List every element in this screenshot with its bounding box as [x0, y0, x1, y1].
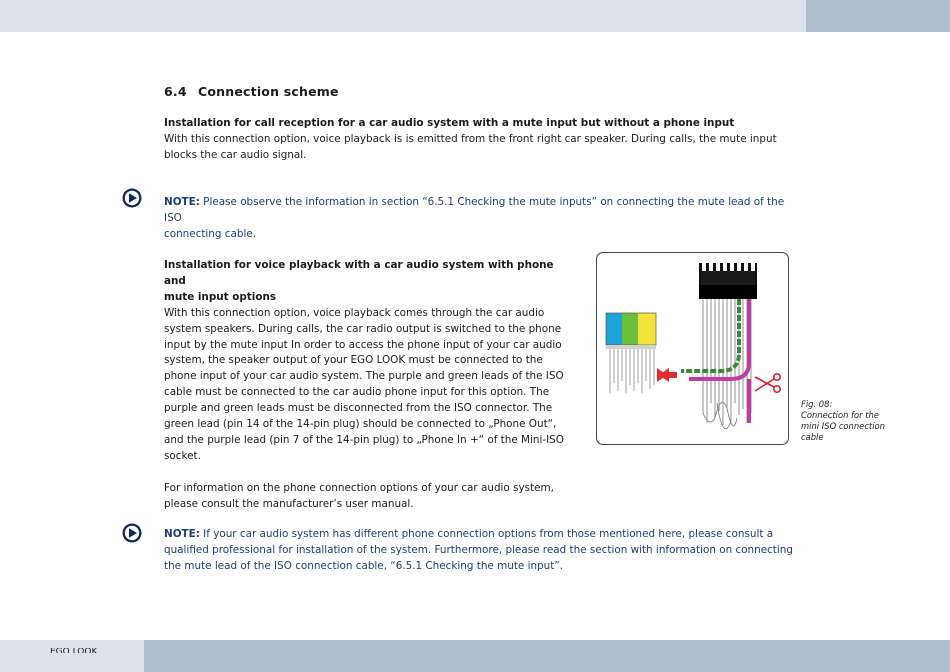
block2-heading-line: Installation for voice playback with a car audio system with phone and — [164, 259, 554, 287]
arrow-right-circle-icon — [122, 523, 142, 543]
note2-line: qualified professional for installation of the system. Furthermore, please read the section with information on connecting — [164, 543, 793, 556]
block2-heading-line: mute input options — [164, 290, 277, 303]
connector-blue — [606, 313, 622, 345]
note-phone-options — [164, 527, 814, 575]
figure-caption-line: Fig. 08: — [801, 399, 833, 409]
section-title — [164, 84, 339, 99]
note2-line: the mute lead of the ISO connection cable, “6.5.1 Checking the mute input”. — [164, 559, 564, 572]
section-number: 6.4 — [164, 84, 187, 99]
arrow-right-circle-icon — [122, 188, 142, 208]
bottom-bar-left — [0, 640, 144, 672]
block1-line: blocks the car audio signal. — [164, 148, 307, 161]
block1-line: With this connection option, voice playback is is emitted from the front right car speaker. During calls, the mute input — [164, 132, 777, 145]
block2-line: phone input of your car audio system. The purple and green leads of the ISO — [164, 370, 564, 383]
section-title-text: Connection scheme — [198, 84, 339, 99]
figure-caption-line: mini ISO connection — [801, 421, 885, 431]
right-arrow-icon — [657, 368, 667, 382]
connector-wires — [610, 349, 654, 393]
figure-connection-diagram — [596, 252, 789, 445]
figure-caption-line: Connection for the — [801, 410, 879, 420]
note1-line: connecting cable. — [164, 227, 257, 240]
block2-line: green lead (pin 14 of the 14-pin plug) should be connected to „Phone Out“, — [164, 418, 557, 431]
note1-label: NOTE: — [164, 196, 200, 208]
block2-line: system speakers. During calls, the car radio output is switched to the phone — [164, 322, 562, 335]
block2-line: input by the mute input In order to access the phone input of your car audio — [164, 338, 562, 351]
footer-text: EGO LOOK — [50, 648, 98, 653]
figure-caption — [801, 399, 891, 443]
block2-extra-line: For information on the phone connection options of your car audio system, — [164, 481, 554, 494]
wire-bundle — [703, 299, 751, 429]
block2-line: purple and green leads must be disconnected from the ISO connector. The — [164, 402, 553, 415]
figure-caption-line: cable — [801, 432, 824, 442]
block2-line: and the purple lead (pin 7 of the 14-pin plug) to „Phone In +“ of the Mini-ISO — [164, 433, 564, 446]
block-mute-only — [164, 116, 804, 164]
scissors-icon — [755, 374, 780, 392]
block2-line: system, the speaker output of your EGO LOOK must be connected to the — [164, 354, 543, 367]
top-bar — [0, 0, 806, 32]
green-lead — [681, 299, 739, 371]
block-phone-mute — [164, 258, 564, 512]
block2-extra-line: please consult the manufacturer’s user manual. — [164, 497, 414, 510]
plug-body — [699, 285, 757, 299]
note2-label: NOTE: — [164, 528, 200, 540]
note-mute-inputs — [164, 195, 804, 243]
block2-line: socket. — [164, 449, 201, 462]
connector-green — [622, 313, 638, 345]
block2-line: With this connection option, voice playback comes through the car audio — [164, 306, 545, 319]
iso-cable-diagram — [597, 253, 788, 444]
note2-line: If your car audio system has different phone connection options from those mentioned here, please consult a — [199, 528, 774, 540]
block1-heading: Installation for call reception for a car audio system with a mute input but without a phone input — [164, 117, 735, 129]
connector-yellow — [638, 313, 656, 345]
block2-line: cable must be connected to the car audio phone input for this option. The — [164, 386, 550, 399]
top-bar-accent — [806, 0, 950, 32]
note1-line: Please observe the information in section “6.5.1 Checking the mute inputs” on connecting the mute lead of the ISO — [164, 196, 785, 224]
